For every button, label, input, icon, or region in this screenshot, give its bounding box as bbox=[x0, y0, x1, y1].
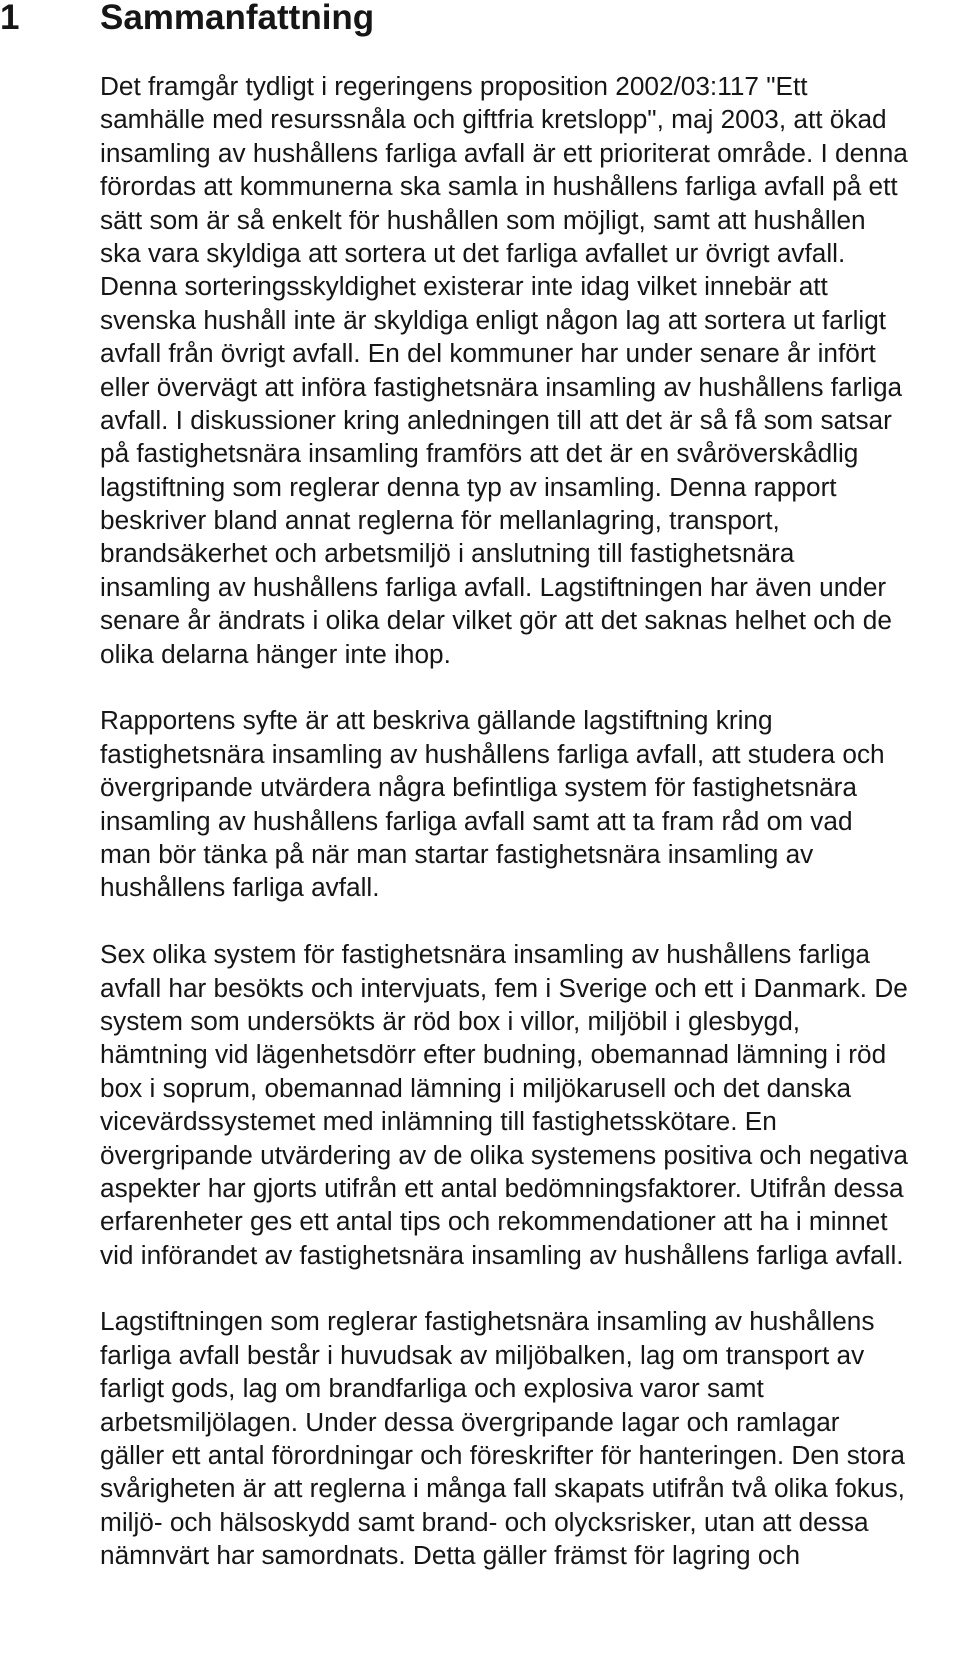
text-line: farliga avfall består i huvudsak av miljöbalken, lag om transport av bbox=[100, 1339, 865, 1370]
paragraph-4 bbox=[100, 1305, 940, 1572]
text-line: vicevärdssystemet med inlämning till fastighetsskötare. En bbox=[100, 1106, 777, 1137]
text-line: hämtning vid lägenhetsdörr efter budning, obemannad lämning i röd bbox=[100, 1039, 887, 1070]
paragraph-2 bbox=[100, 704, 940, 904]
text-line: svårigheten är att reglerna i många fall skapats utifrån två olika fokus, bbox=[100, 1473, 905, 1504]
text-line: Denna sorteringsskyldighet existerar inte idag vilket innebär att bbox=[100, 271, 828, 302]
text-line: avfall från övrigt avfall. En del kommuner har under senare år infört bbox=[100, 338, 876, 369]
text-line: beskriver bland annat reglerna för mellanlagring, transport, bbox=[100, 505, 780, 536]
text-line: övergripande utvärdering av de olika systemens positiva och negativa bbox=[100, 1139, 908, 1170]
text-line: sätt som är så enkelt för hushållen som möjligt, samt att hushållen bbox=[100, 204, 866, 235]
text-line: Sex olika system för fastighetsnära insamling av hushållens farliga bbox=[100, 939, 870, 970]
paragraph-1 bbox=[100, 70, 940, 671]
text-line: ska vara skyldiga att sortera ut det farliga avfallet ur övrigt avfall. bbox=[100, 237, 846, 268]
text-line: arbetsmiljölagen. Under dessa övergripande lagar och ramlagar bbox=[100, 1406, 840, 1437]
text-line: lagstiftning som reglerar denna typ av insamling. Denna rapport bbox=[100, 471, 837, 502]
text-line: nämnvärt har samordnats. Detta gäller främst för lagring och bbox=[100, 1540, 801, 1571]
text-line: samhälle med resurssnåla och giftfria kretslopp", maj 2003, att ökad bbox=[100, 104, 887, 135]
text-line: brandsäkerhet och arbetsmiljö i anslutning till fastighetsnära bbox=[100, 538, 795, 569]
text-line: farligt gods, lag om brandfarliga och explosiva varor samt bbox=[100, 1373, 764, 1404]
text-line: Rapportens syfte är att beskriva gällande lagstiftning kring bbox=[100, 705, 773, 736]
text-line: senare år ändrats i olika delar vilket gör att det saknas helhet och de bbox=[100, 605, 892, 636]
text-line: svenska hushåll inte är skyldiga enligt någon lag att sortera ut farligt bbox=[100, 304, 887, 335]
paragraph-3 bbox=[100, 938, 940, 1272]
text-line: system som undersökts är röd box i villor, miljöbil i glesbygd, bbox=[100, 1005, 801, 1036]
text-line: hushållens farliga avfall. bbox=[100, 872, 380, 903]
text-line: man bör tänka på när man startar fastighetsnära insamling av bbox=[100, 838, 814, 869]
text-line: Lagstiftningen som reglerar fastighetsnära insamling av hushållens bbox=[100, 1306, 875, 1337]
text-line: aspekter har gjorts utifrån ett antal bedömningsfaktorer. Utifrån dessa bbox=[100, 1172, 904, 1203]
section-body bbox=[100, 70, 940, 1606]
text-line: insamling av hushållens farliga avfall är ett prioriterat område. I denna bbox=[100, 137, 908, 168]
text-line: fastighetsnära insamling av hushållens farliga avfall, att studera och bbox=[100, 738, 885, 769]
section-number: 1 bbox=[0, 0, 20, 37]
text-line: Det framgår tydligt i regeringens proposition 2002/03:117 "Ett bbox=[100, 71, 808, 101]
text-line: erfarenheter ges ett antal tips och rekommendationer att ha i minnet bbox=[100, 1206, 888, 1237]
text-line: insamling av hushållens farliga avfall. Lagstiftningen har även under bbox=[100, 571, 887, 602]
section-title: Sammanfattning bbox=[100, 0, 375, 37]
text-line: övergripande utvärdera några befintliga system för fastighetsnära bbox=[100, 772, 857, 803]
text-line: box i soprum, obemannad lämning i miljökarusell och det danska bbox=[100, 1072, 852, 1103]
text-line: olika delarna hänger inte ihop. bbox=[100, 638, 451, 669]
text-line: eller övervägt att införa fastighetsnära insamling av hushållens farliga bbox=[100, 371, 903, 402]
text-line: gäller ett antal förordningar och föreskrifter för hanteringen. Den stora bbox=[100, 1440, 905, 1471]
text-line: avfall. I diskussioner kring anledningen till att det är så få som satsar bbox=[100, 404, 892, 435]
text-line: insamling av hushållens farliga avfall samt att ta fram råd om vad bbox=[100, 805, 853, 836]
text-line: på fastighetsnära insamling framförs att det är en svåröverskådlig bbox=[100, 438, 859, 469]
section-heading bbox=[0, 0, 960, 38]
text-line: miljö- och hälsoskydd samt brand- och olycksrisker, utan att dessa bbox=[100, 1506, 869, 1537]
text-line: förordas att kommunerna ska samla in hushållens farliga avfall på ett bbox=[100, 171, 898, 202]
text-line: avfall har besökts och intervjuats, fem i Sverige och ett i Danmark. De bbox=[100, 972, 908, 1003]
text-line: vid införandet av fastighetsnära insamling av hushållens farliga avfall. bbox=[100, 1239, 904, 1270]
